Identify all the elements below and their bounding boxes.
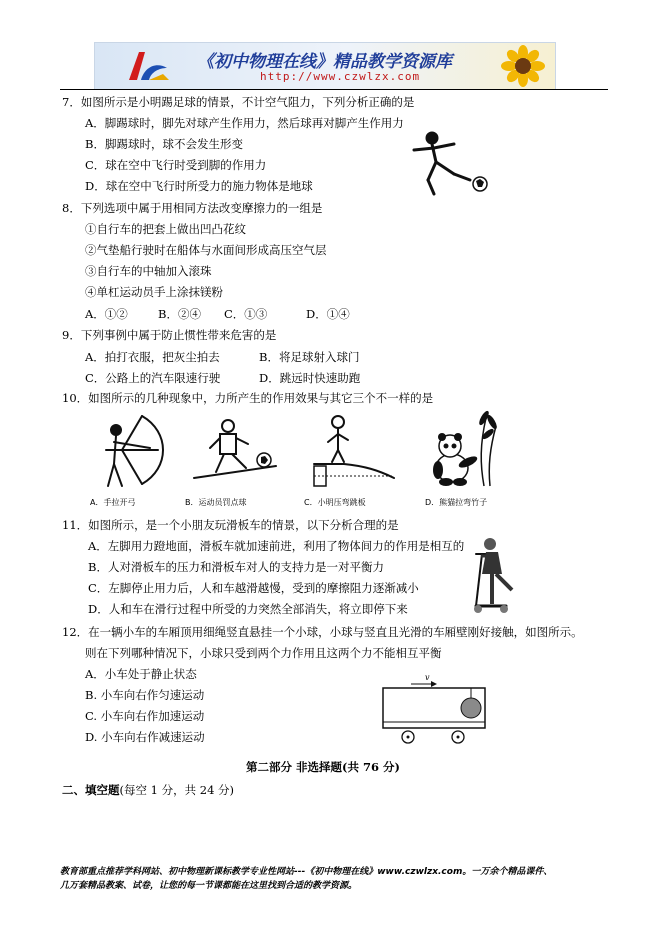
q7-option-c: C．球在空中飞行时受到脚的作用力 [85,158,267,172]
player-penalty-kick-figure [190,414,280,490]
header-banner [94,42,556,90]
q7-option-b: B．脚踢球时，球不会发生形变 [85,137,243,151]
q10-caption-c: C．小明压弯跳板 [304,498,366,507]
header-title: 《初中物理在线》精品教学资源库 [197,52,452,72]
panda-bamboo-figure [428,408,500,490]
q12-stem-line2: 则在下列哪种情况下，小球只受到两个力作用且这两个力不能相互平衡 [85,646,442,660]
q12-option-c: C. 小车向右作加速运动 [85,709,205,723]
q7-option-a: A．脚踢球时，脚先对球产生作用力，然后球再对脚产生作用力 [85,116,404,130]
q8-option-b: B．②④ [158,307,201,321]
q11-option-d: D．人和车在滑行过程中所受的力突然全部消失，将立即停下来 [88,602,408,616]
q10-caption-d: D．熊猫拉弯竹子 [425,498,488,507]
q11-option-b: B．人对滑板车的压力和滑板车对人的支持力是一对平衡力 [88,560,384,574]
q12-option-a: A．小车处于静止状态 [85,667,197,681]
section-note: (每空 1 分，共 24 分) [119,783,235,797]
q9-option-a: A．拍打衣服，把灰尘拍去 [85,350,220,364]
archer-pulling-bow-figure [92,410,172,490]
header-divider [60,89,608,90]
q8-option-a: A．①② [85,307,128,321]
footer-line-1: 教育部重点推荐学科网站、初中物理新课标教学专业性网站---《初中物理在线》www.czwlzx.com。一万余个精品课件、 [60,867,553,877]
q10-caption-a: A．手拉开弓 [90,498,136,507]
q11-stem: 11．如图所示，是一个小朋友玩滑板车的情景，以下分析合理的是 [62,518,399,532]
q8-option-d: D．①④ [306,307,350,321]
q8-item-1: ①自行车的把套上做出凹凸花纹 [85,222,246,236]
q9-stem: 9．下列事例中属于防止惯性带来危害的是 [62,328,277,342]
q11-option-a: A．左脚用力蹬地面，滑板车就加速前进，利用了物体间力的作用是相互的 [88,539,465,553]
q9-option-b: B．将足球射入球门 [259,350,360,364]
section-label: 二、填空题 [62,783,120,797]
q8-item-2: ②气垫船行驶时在船体与水面间形成高压空气层 [85,243,327,257]
cart-drawing [381,674,491,746]
q7-stem: 7．如图所示是小明踢足球的情景，不计空气阻力，下列分析正确的是 [62,95,415,109]
q10-caption-b: B．运动员罚点球 [185,498,247,507]
q8-item-3: ③自行车的中轴加入滚珠 [85,264,212,278]
fill-blank-section-header [62,782,234,798]
cart-ball-figure [381,674,491,746]
q9-option-c: C．公路上的汽车限速行驶 [85,371,221,385]
sunflower-icon [495,45,551,87]
diving-board-figure [308,412,398,490]
q8-stem: 8．下列选项中属于用相同方法改变摩擦力的一组是 [62,201,323,215]
q10-stem: 10．如图所示的几种现象中，力所产生的作用效果与其它三个不一样的是 [62,391,434,405]
velocity-label: v [425,673,430,682]
q12-option-b: B. 小车向右作匀速运动 [85,688,205,702]
q8-item-4: ④单杠运动员手上涂抹镁粉 [85,285,223,299]
q11-option-c: C．左脚停止用力后，人和车越滑越慢，受到的摩擦阻力逐渐减小 [88,581,419,595]
q12-option-d: D. 小车向右作减速运动 [85,730,205,744]
header-url[interactable]: http://www.czwlzx.com [260,70,421,83]
q8-option-c: C．①③ [224,307,268,321]
footer-line-2: 几万套精品教案、试卷，让您的每一节课都能在这里找到合适的教学资源。 [60,881,358,891]
q12-stem-line1: 12．在一辆小车的车厢顶用细绳竖直悬挂一个小球，小球与竖直且光滑的车厢壁刚好接触，如图所示。 [62,625,583,639]
q7-option-d: D．球在空中飞行时所受力的施力物体是地球 [85,179,313,193]
site-logo-icon [123,48,171,84]
q9-option-d: D．跳远时快速助跑 [259,371,361,385]
part2-title: 第二部分 非选择题(共 76 分) [246,760,400,774]
kicking-football-figure [392,128,492,198]
scooter-child-figure [468,534,520,614]
